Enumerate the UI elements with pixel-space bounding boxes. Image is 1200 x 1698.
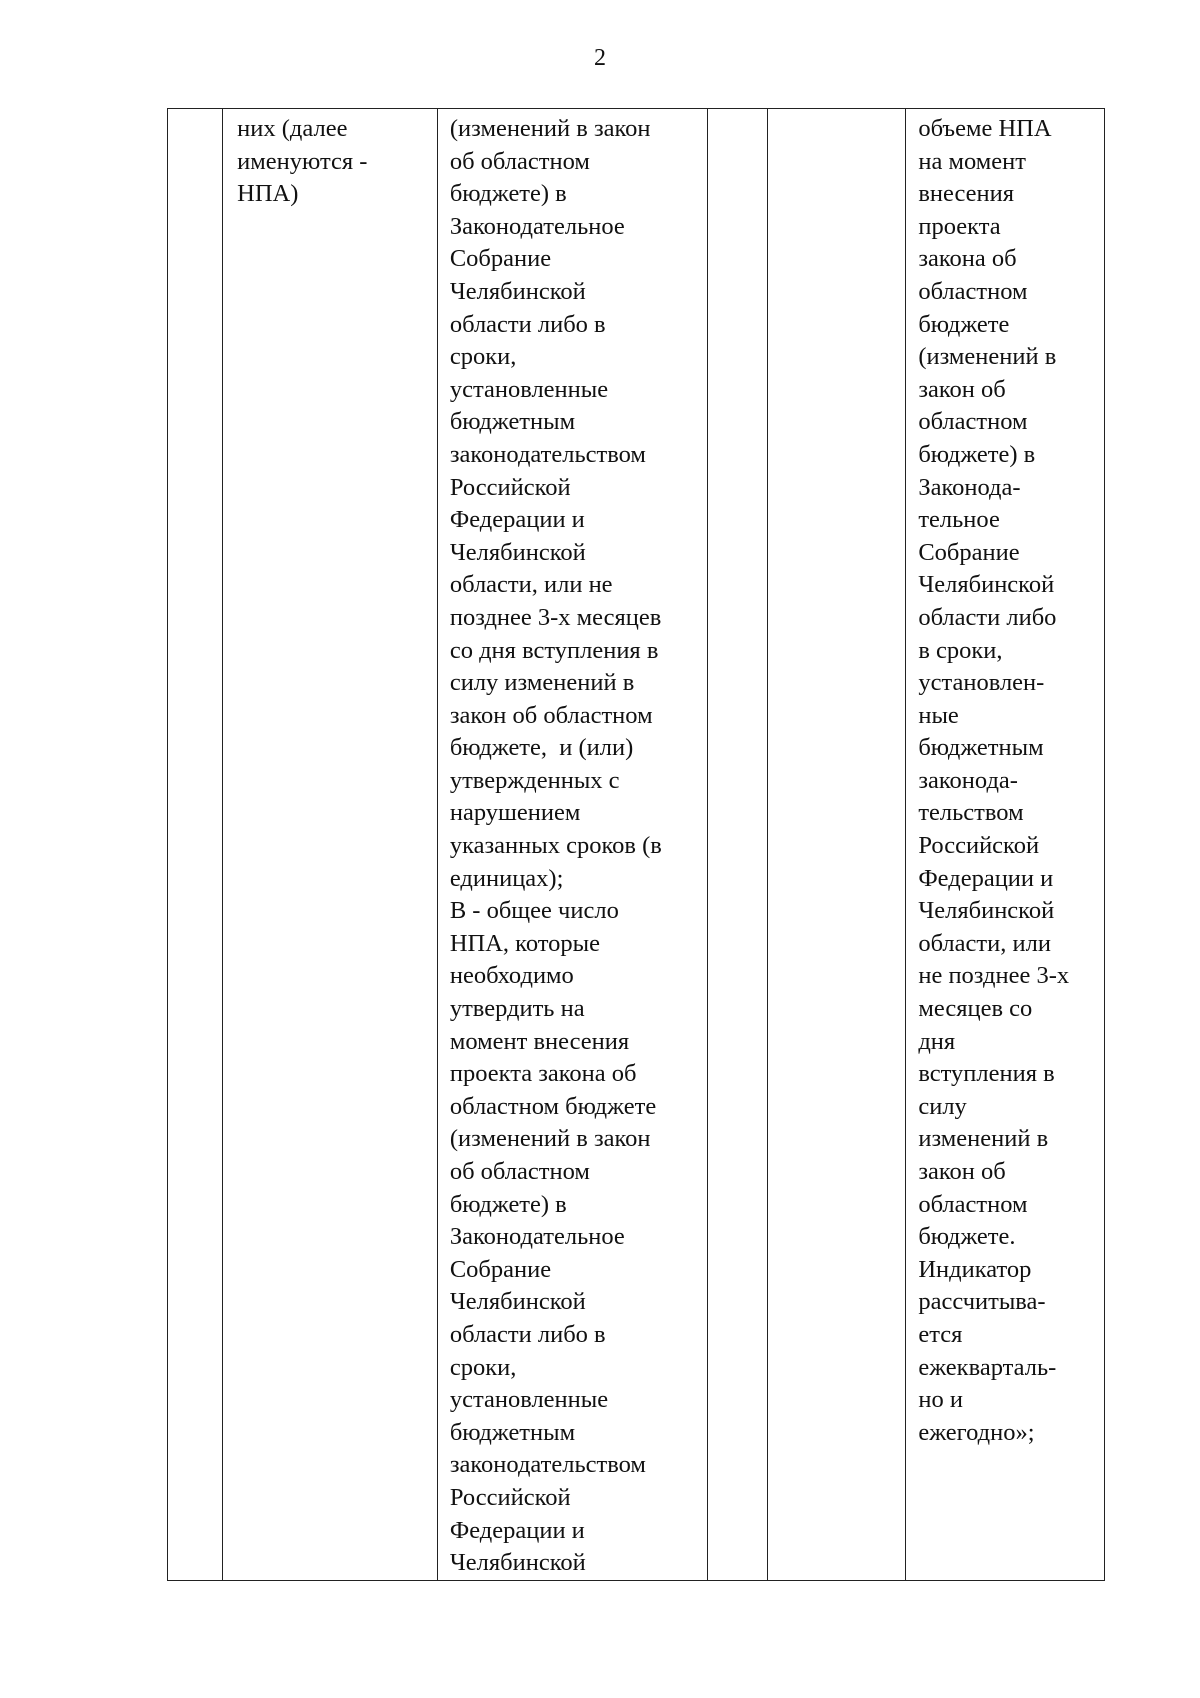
- cell-description: [906, 109, 1105, 1581]
- cell-formula: [437, 109, 707, 1581]
- cell-indicator-name: [223, 109, 438, 1581]
- cell-unit-text: [708, 109, 767, 113]
- cell-formula-text: (изменений в закон об областном бюджете) в Законодательное Собрание Челябинской области либо в сроки, установленные бюджетным законодательством Российской Федерации и Челябинской области, или не позднее 3-х месяцев со дня вступления в силу изменений в закон об областном бюджете, и (или) утвержденных с нарушением указанных сроков (в единицах); В - общее число НПА, которые необходимо утвердить на момент внесения проекта закона об областном бюджете (изменений в закон об областном бюджете) в Законодательное Собрание Челябинской области либо в сроки, установленные бюджетным законодательством Российской Федерации и Челябинской: [449, 115, 662, 1577]
- cell-source: [767, 109, 905, 1581]
- cell-source-text: [768, 109, 905, 113]
- cell-number: [168, 109, 223, 1581]
- cell-unit: [707, 109, 767, 1581]
- cell-indicator-name-text: них (далее именуются - НПА): [237, 115, 368, 208]
- page-number: 2: [594, 45, 606, 71]
- table-row: [168, 109, 1105, 1581]
- cell-description-text: объеме НПА на момент внесения проекта закона об областном бюджете (изменений в закон об областном бюджете) в Законода- тельное Собрание Челябинской области либо в сроки, установлен- ные бюджетным законода- тельством Российской Федерации и Челябинской области, или не позднее 3-х месяцев со дня вступления в силу изменений в закон об областном бюджете. Индикатор рассчитыва- ется ежекварталь- но и ежегодно»;: [918, 115, 1070, 1446]
- indicator-table: [167, 108, 1105, 1581]
- cell-number-text: [168, 109, 222, 113]
